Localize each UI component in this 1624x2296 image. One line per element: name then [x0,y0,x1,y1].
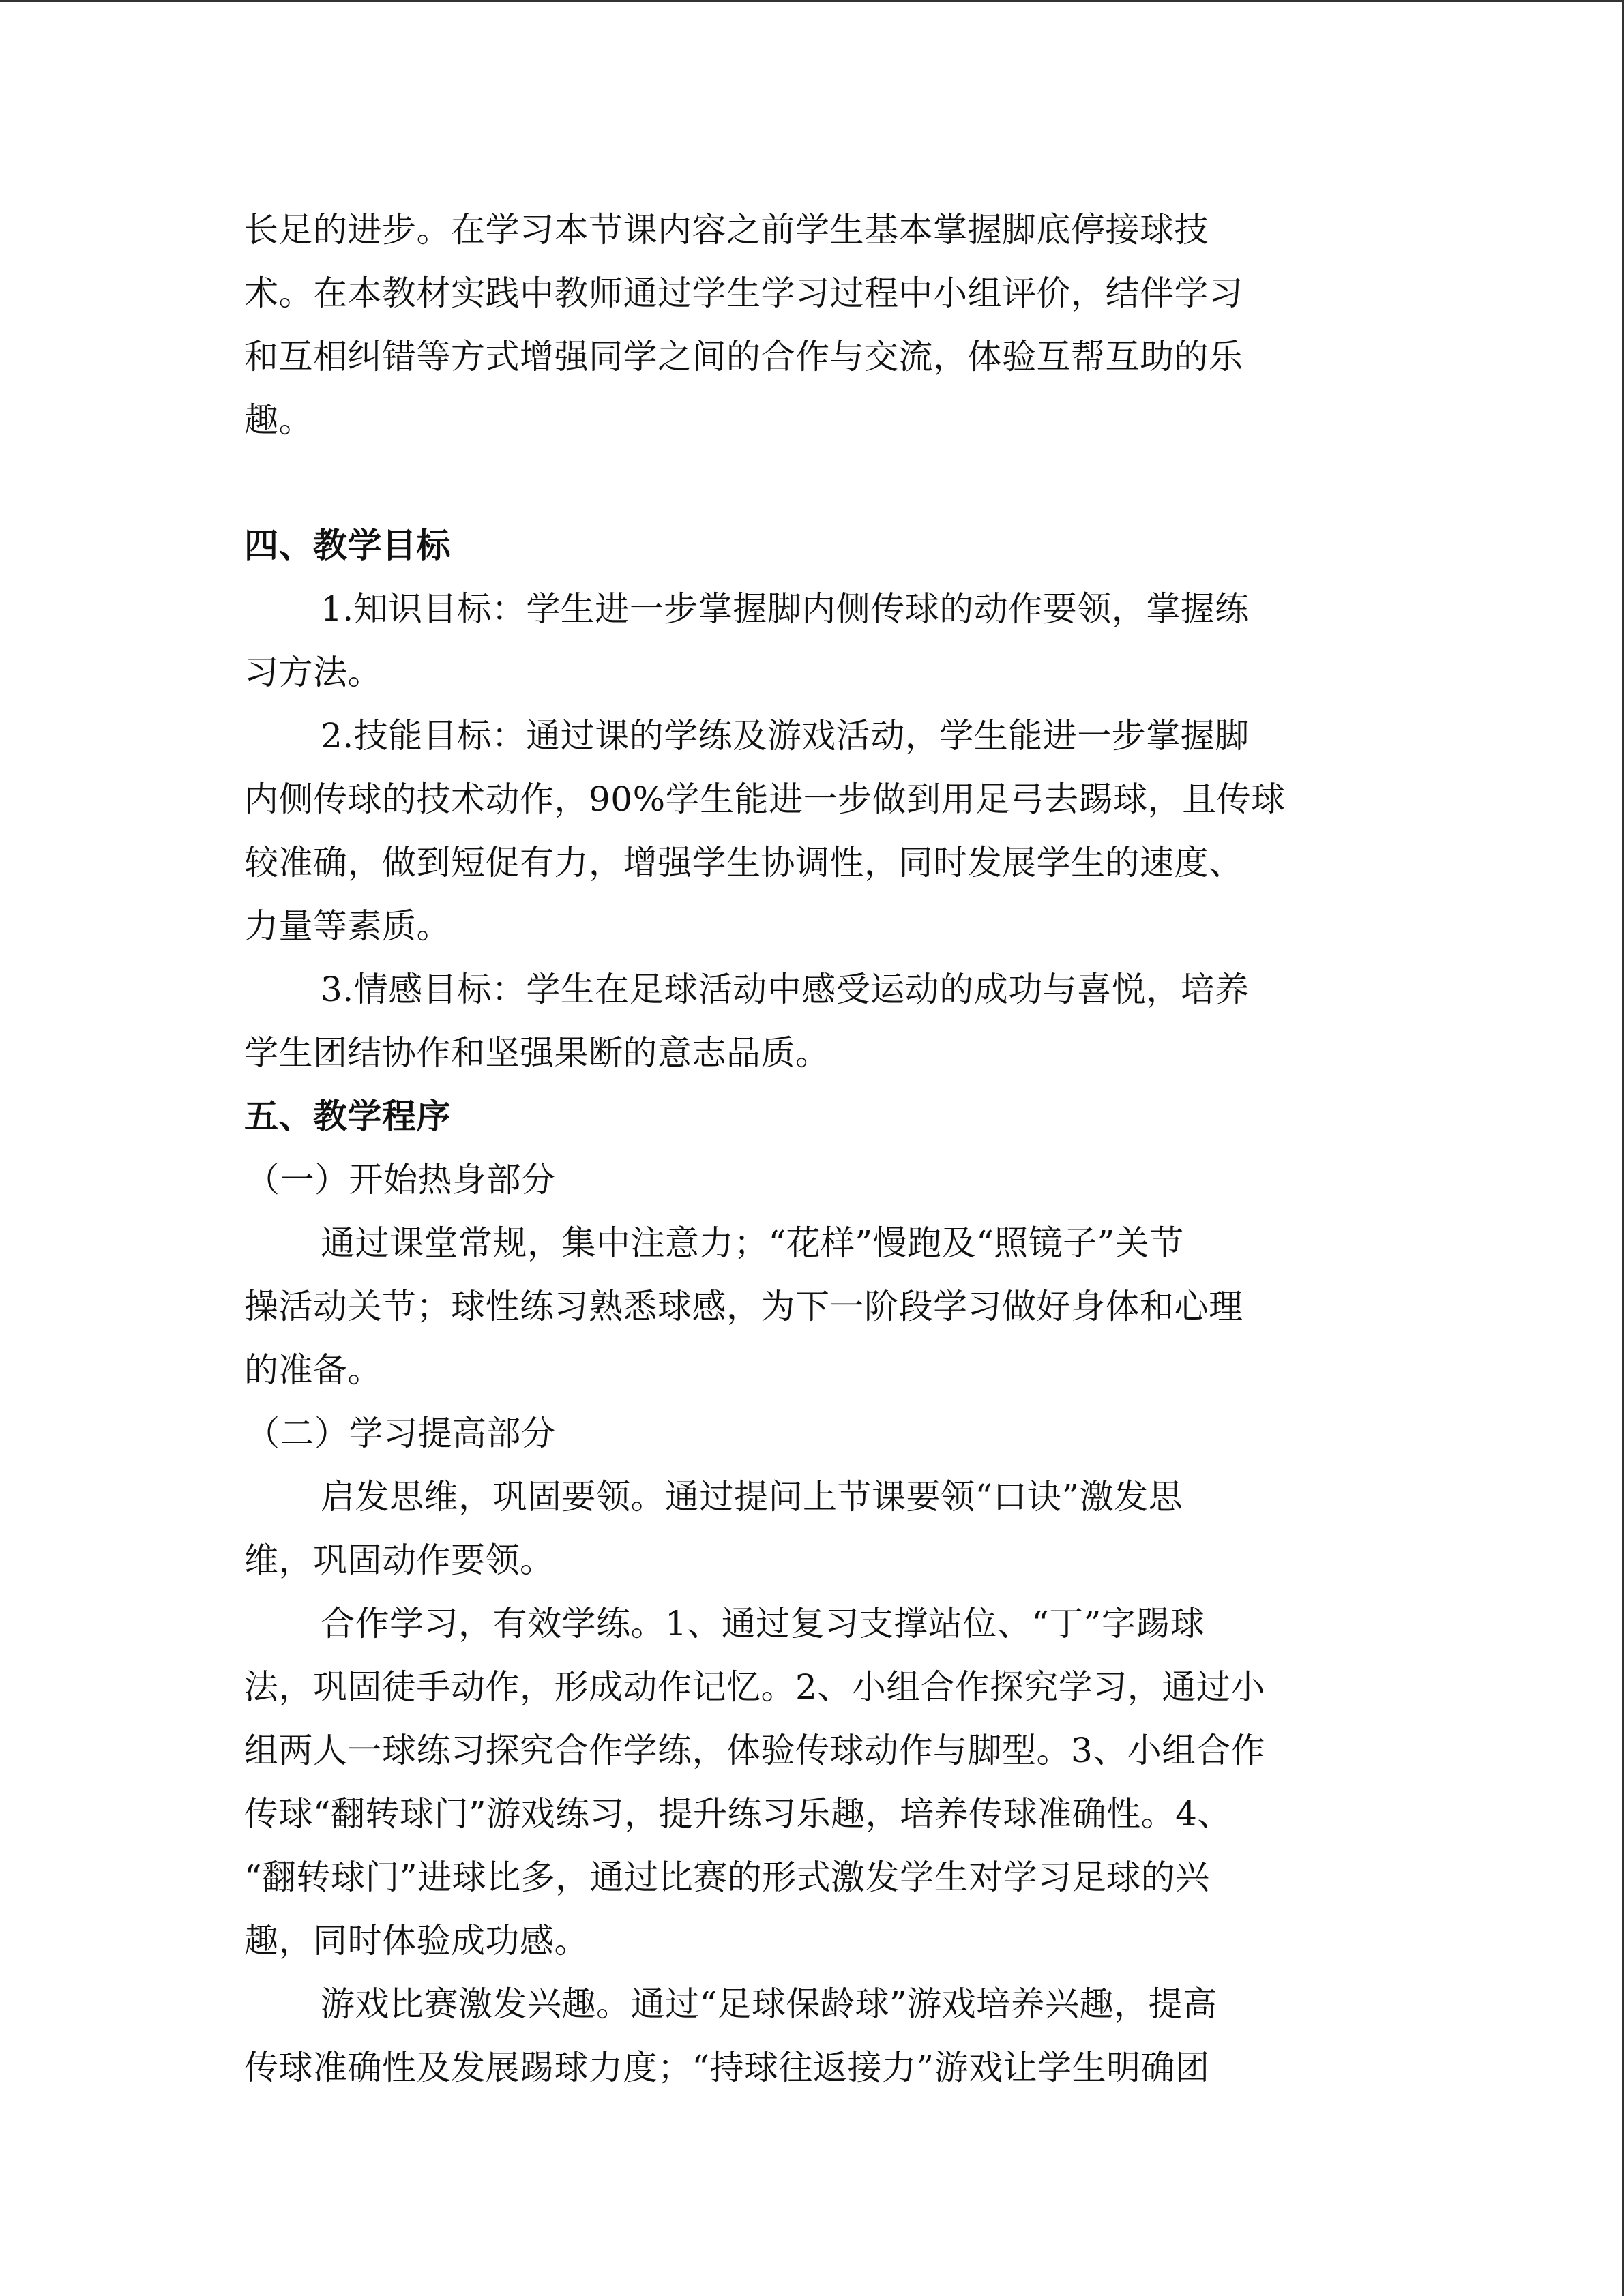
subsection-heading: （二）学习提高部分 [246,1414,556,1453]
paragraph-line: 学生团结协作和坚强果断的意志品质。 [244,1033,830,1073]
paragraph-line: 组两人一球练习探究合作学练，体验传球动作与脚型。3、小组合作 [244,1731,1265,1770]
paragraph-line: 的准备。 [244,1350,382,1390]
section-heading: 五、教学程序 [244,1096,451,1136]
paragraph-line: 2.技能目标：通过课的学练及游戏活动，学生能进一步掌握脚 [321,716,1250,756]
paragraph-line: 游戏比赛激发兴趣。通过“足球保龄球”游戏培养兴趣，提高 [321,1984,1217,2024]
paragraph-line: 维，巩固动作要领。 [244,1540,555,1580]
paragraph-line: 力量等素质。 [244,906,451,946]
paragraph-line: 趣。 [244,400,313,440]
paragraph-line: 通过课堂常规，集中注意力；“花样”慢跑及“照镜子”关节 [321,1223,1184,1263]
paragraph-line: 较准确，做到短促有力，增强学生协调性，同时发展学生的速度、 [244,843,1243,882]
paragraph-line: 启发思维，巩固要领。通过提问上节课要领“口诀”激发思 [321,1477,1183,1517]
paragraph-line: 合作学习，有效学练。1、通过复习支撑站位、“丁”字踢球 [321,1604,1205,1643]
paragraph-line: 操活动关节；球性练习熟悉球感，为下一阶段学习做好身体和心理 [244,1287,1243,1326]
paragraph-line: 传球准确性及发展踢球力度；“持球往返接力”游戏让学生明确团 [244,2048,1210,2087]
paragraph-line: 传球“翻转球门”游戏练习，提升练习乐趣，培养传球准确性。4、 [244,1794,1232,1834]
section-heading: 四、教学目标 [244,525,451,565]
subsection-heading: （一）开始热身部分 [246,1160,556,1199]
paragraph-line: 1.知识目标：学生进一步掌握脚内侧传球的动作要领，掌握练 [321,589,1250,629]
paragraph-line: 术。在本教材实践中教师通过学生学习过程中小组评价，结伴学习 [244,273,1243,313]
paragraph-line: 习方法。 [244,653,382,692]
paragraph-line: 和互相纠错等方式增强同学之间的合作与交流，体验互帮互助的乐 [244,337,1243,376]
page-top-border [0,0,1624,2]
paragraph-line: 内侧传球的技术动作，90%学生能进一步做到用足弓去踢球，且传球 [244,779,1286,819]
paragraph-line: “翻转球门”进球比多，通过比赛的形式激发学生对学习足球的兴 [244,1858,1210,1897]
paragraph-line: 长足的进步。在学习本节课内容之前学生基本掌握脚底停接球技 [244,210,1209,250]
paragraph-line: 法，巩固徒手动作，形成动作记忆。2、小组合作探究学习，通过小 [244,1667,1265,1707]
paragraph-line: 3.情感目标：学生在足球活动中感受运动的成功与喜悦，培养 [321,970,1250,1009]
paragraph-line: 趣，同时体验成功感。 [244,1921,589,1960]
